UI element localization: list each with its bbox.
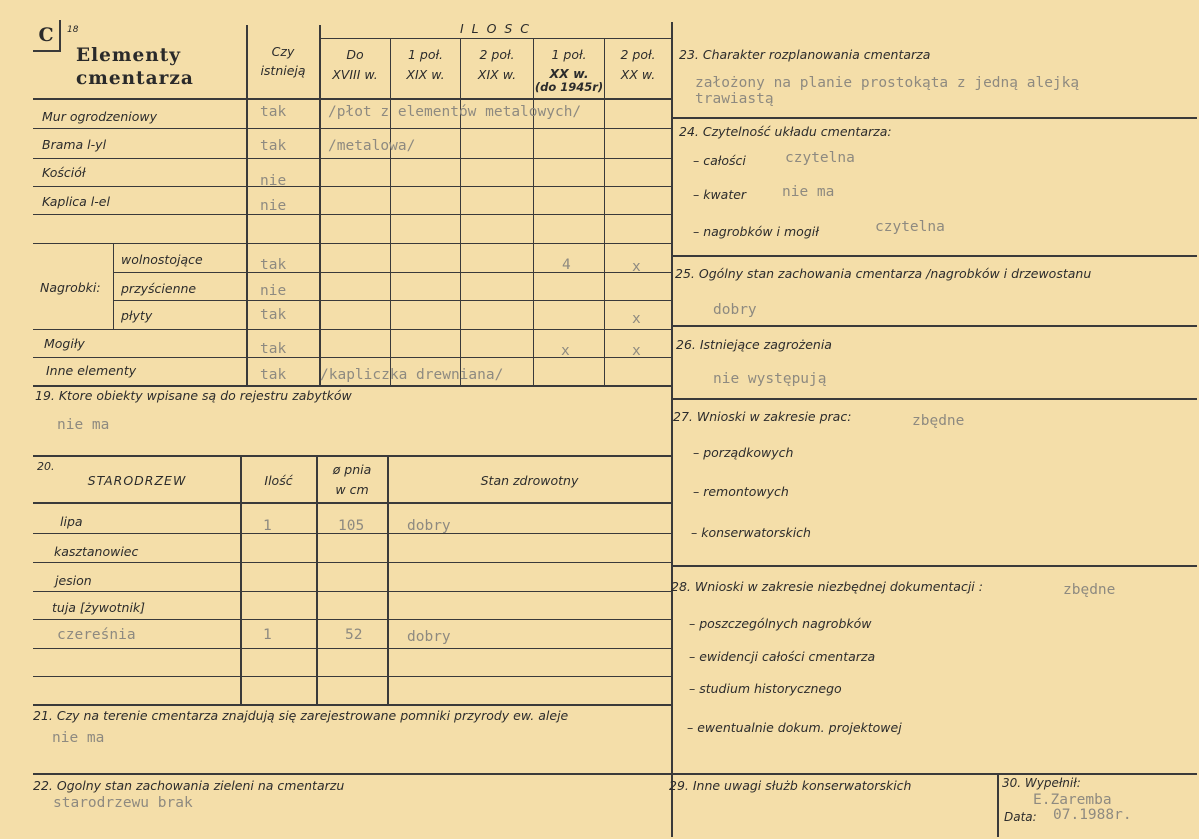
rule xyxy=(33,619,671,620)
rule xyxy=(33,128,671,129)
section-21-label: 21. Czy na terenie cmentarza znajdują się zarejestrowane pomniki przyrody ew. aleje xyxy=(33,708,569,723)
section-27-label: 27. Wnioski w zakresie prac: xyxy=(673,409,852,424)
rule xyxy=(33,329,671,330)
tree-qty: 1 xyxy=(263,518,272,534)
trees-col-qty: Ilość xyxy=(264,473,293,488)
section-22-value: starodrzewu brak xyxy=(53,795,193,811)
exists-header-line2: istnieją xyxy=(260,63,306,78)
rule xyxy=(33,158,671,159)
period-3-line1: 2 poł. xyxy=(479,47,515,62)
section-20-number: 20. xyxy=(37,460,55,473)
rule xyxy=(33,591,671,592)
value-freestanding-exists: tak xyxy=(260,257,287,273)
value-gate-exists: tak xyxy=(260,138,287,154)
rule xyxy=(33,357,671,358)
period-1-line2: XVIII w. xyxy=(332,67,378,82)
row-label-church: Kościół xyxy=(42,165,86,180)
rule xyxy=(33,704,671,706)
section-22-label: 22. Ogolny stan zachowania zieleni na cmentarzu xyxy=(33,778,345,793)
period-5-line2: XX w. xyxy=(620,67,656,82)
value-freestanding-xx2: x xyxy=(632,259,641,275)
value-church-exists: nie xyxy=(260,173,287,189)
value-graves-exists: tak xyxy=(260,341,287,357)
tree-name: jesion xyxy=(55,573,92,588)
section-28-item: – ewidencji całości cmentarza xyxy=(689,649,876,664)
tree-diam: 52 xyxy=(345,627,363,643)
tree-qty: 1 xyxy=(263,627,272,643)
rule xyxy=(671,325,1197,327)
rule xyxy=(671,255,1197,257)
period-1-line1: Do xyxy=(346,47,364,62)
card-code: C xyxy=(33,20,61,52)
tree-name: czereśnia xyxy=(57,627,136,643)
row-label-slabs: płyty xyxy=(121,308,153,323)
rule xyxy=(997,773,999,837)
section-27-item: – porządkowych xyxy=(693,445,794,460)
period-3-line2: XIX w. xyxy=(477,67,517,82)
section-26-value: nie występują xyxy=(713,371,827,387)
tree-name: lipa xyxy=(60,514,83,529)
section-24-graves-label: – nagrobków i mogił xyxy=(693,224,819,239)
row-label-wall: Mur ogrodzeniowy xyxy=(42,109,158,124)
rule xyxy=(460,38,461,385)
section-24-whole-value: czytelna xyxy=(785,150,855,166)
section-23-value-line1: założony na planie prostokąta z jedną alejką xyxy=(695,75,1080,91)
trees-col-diam-1: ø pnia xyxy=(332,462,372,477)
rule xyxy=(113,272,671,273)
row-label-freestanding: wolnostojące xyxy=(121,252,203,267)
row-label-gate: Brama l-yl xyxy=(42,137,107,152)
rule xyxy=(33,676,671,677)
section-25-label: 25. Ogólny stan zachowania cmentarza /nagrobków i drzewostanu xyxy=(675,266,1092,281)
section-29-label: 29. Inne uwagi służb konserwatorskich xyxy=(669,778,912,793)
rule xyxy=(113,243,114,329)
value-wall-note: /płot z elementów metalowych/ xyxy=(328,104,582,120)
rule xyxy=(320,38,671,39)
section-30-name: E.Zaremba xyxy=(1033,792,1112,808)
row-label-gravestones: Nagrobki: xyxy=(40,280,101,295)
rule xyxy=(33,773,671,775)
rule xyxy=(33,562,671,563)
section-24-label: 24. Czytelność układu cmentarza: xyxy=(679,124,892,139)
section-19-label: 19. Ktore obiekty wpisane są do rejestru zabytków xyxy=(35,388,352,403)
period-4-line3: (do 1945r) xyxy=(534,80,604,94)
trees-col-health: Stan zdrowotny xyxy=(480,473,579,488)
rule xyxy=(671,565,1197,567)
value-graves-xx1: x xyxy=(561,343,570,359)
section-28-item: – studium historycznego xyxy=(689,681,842,696)
rule xyxy=(240,457,242,704)
rule xyxy=(33,455,671,457)
title-line1: Elementy xyxy=(76,45,181,66)
section-24-whole-label: – całości xyxy=(693,153,746,168)
section-28-label: 28. Wnioski w zakresie niezbędnej dokumentacji : xyxy=(671,579,983,594)
section-27-value: zbędne xyxy=(912,413,965,429)
trees-col-name: STARODRZEW xyxy=(87,473,187,488)
rule xyxy=(246,25,248,385)
value-wall-mounted-exists: nie xyxy=(260,283,287,299)
tree-name: tuja [żywotnik] xyxy=(52,600,146,615)
period-4-line2: XX w. xyxy=(549,66,589,81)
rule xyxy=(387,457,389,704)
title-line2: cmentarza xyxy=(76,68,194,89)
section-30-date-value: 07.1988r. xyxy=(1053,807,1132,823)
section-28-item: – poszczególnych nagrobków xyxy=(689,616,872,631)
tree-diam: 105 xyxy=(338,518,365,534)
value-wall-exists: tak xyxy=(260,104,287,120)
section-27-item: – konserwatorskich xyxy=(691,525,811,540)
value-slabs-exists: tak xyxy=(260,307,287,323)
section-28-value: zbędne xyxy=(1063,582,1116,598)
period-5-line1: 2 poł. xyxy=(620,47,656,62)
value-other-note: /kapliczka drewniana/ xyxy=(320,367,504,383)
rule xyxy=(33,385,671,387)
section-23-value-line2: trawiastą xyxy=(695,91,774,107)
period-2-line2: XIX w. xyxy=(406,67,445,82)
rule xyxy=(113,300,671,301)
quantity-header: I L O S C xyxy=(459,21,532,36)
value-other-exists: tak xyxy=(260,367,287,383)
row-label-other: Inne elementy xyxy=(46,363,137,378)
tree-health: dobry xyxy=(407,629,451,645)
card-code-number: 18 xyxy=(67,25,79,35)
section-19-value: nie ma xyxy=(57,417,110,433)
value-graves-xx2: x xyxy=(632,343,641,359)
exists-header-line1: Czy xyxy=(271,44,295,59)
section-27-item: – remontowych xyxy=(693,484,789,499)
period-2-line1: 1 poł. xyxy=(407,47,444,62)
section-24-quarters-label: – kwater xyxy=(693,187,747,202)
rule xyxy=(33,243,671,244)
value-freestanding-xx1: 4 xyxy=(562,257,571,273)
value-gate-note: /metalowa/ xyxy=(328,138,416,154)
section-24-quarters-value: nie ma xyxy=(782,184,835,200)
tree-name: kasztanowiec xyxy=(54,544,139,559)
rule xyxy=(604,38,605,385)
section-21-value: nie ma xyxy=(52,730,105,746)
rule xyxy=(33,648,671,649)
rule xyxy=(671,773,1197,775)
value-chapel-exists: nie xyxy=(260,198,287,214)
column-divider xyxy=(671,22,673,837)
rule xyxy=(33,502,671,504)
rule xyxy=(671,398,1197,400)
rule xyxy=(33,214,671,215)
section-28-item: – ewentualnie dokum. projektowej xyxy=(687,720,902,735)
section-30-date-label: Data: xyxy=(1004,810,1037,824)
row-label-wall-mounted: przyścienne xyxy=(121,281,197,296)
row-label-chapel: Kaplica l-el xyxy=(42,194,110,209)
section-26-label: 26. Istniejące zagrożenia xyxy=(676,337,832,352)
section-25-value: dobry xyxy=(713,302,757,318)
section-23-label: 23. Charakter rozplanowania cmentarza xyxy=(679,47,931,62)
trees-col-diam-2: w cm xyxy=(335,482,369,497)
period-4-line1: 1 poł. xyxy=(551,47,587,62)
section-30-label: 30. Wypełnił: xyxy=(1002,776,1081,790)
rule xyxy=(33,186,671,187)
rule xyxy=(671,117,1197,119)
row-label-graves: Mogiły xyxy=(44,336,85,351)
rule xyxy=(390,38,391,385)
section-24-graves-value: czytelna xyxy=(875,219,945,235)
rule xyxy=(33,98,671,100)
value-slabs-xx2: x xyxy=(632,311,641,327)
tree-health: dobry xyxy=(407,518,451,534)
